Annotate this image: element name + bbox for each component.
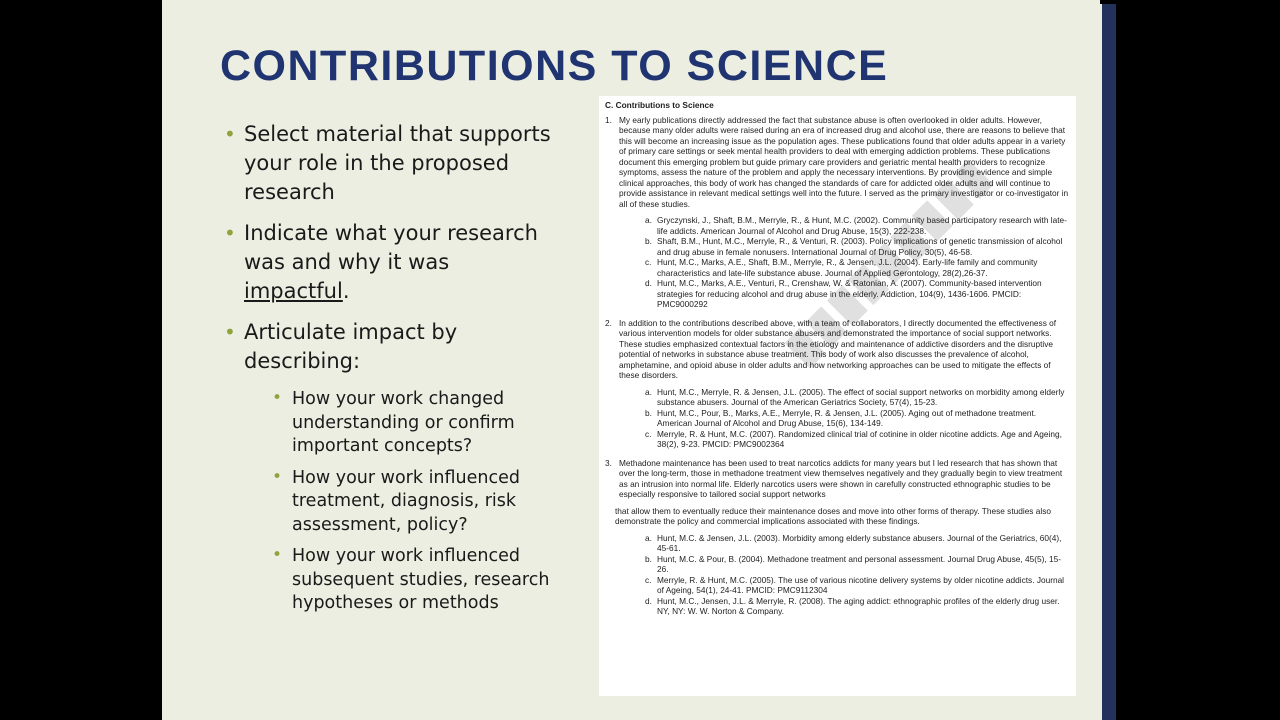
slide: [162, 0, 1100, 720]
reference-list: [647, 533, 1070, 617]
accent-bar: [1100, 4, 1116, 720]
document-section: [605, 318, 1070, 381]
bullet-icon: •: [272, 545, 283, 565]
bullet-icon: •: [272, 388, 283, 408]
reference-letter: c.: [645, 257, 652, 267]
reference-text: Gryczynski, J., Shaft, B.M., Merryle, R., & Hunt, M.C. (2002). Community based participatory research with late-life addicts. American Journal of Alcohol and Drug Abuse, 15(3), 222-238.: [657, 215, 1067, 236]
reference-text: Hunt, M.C., Marks, A.E., Shaft, B.M., Merryle, R., & Jensen, J.L. (2004). Early-life family and community characteristics and late-life substance abuse. Journal of Applied Gerontology, 28(2),26-37.: [657, 257, 1038, 278]
reference-text: Shaft, B.M., Hunt, M.C., Merryle, R., & Venturi, R. (2003). Policy implications of genetic transmission of alcohol and drug abuse in female nonusers. International Journal of Drug Policy, 30(5), 46-58.: [657, 236, 1063, 257]
reference-item: [647, 278, 1070, 310]
document-excerpt: [599, 96, 1076, 696]
section-text: that allow them to eventually reduce their maintenance doses and move into other forms of therapy. These studies also demonstrate the policy and commercial implications associated with these findings.: [615, 505, 1051, 526]
reference-text: Hunt, M.C., Jensen, J.L. & Merryle, R. (2008). The aging addict: ethnographic profiles of the elderly drug user. NY, NY: W. W. Norton & Company.: [657, 595, 1060, 616]
sub-bullet-item: [272, 467, 554, 538]
reference-text: Hunt, M.C. & Pour, B. (2004). Methadone treatment and personal assessment. Journal Drug Abuse, 45(5), 15-26.: [657, 553, 1061, 574]
document-section: [605, 458, 1070, 500]
sub-bullet-text: How your work influenced subsequent studies, research hypotheses or methods: [292, 546, 550, 613]
section-number: 2.: [605, 317, 612, 328]
sub-bullet-text: How your work changed understanding or confirm important concepts?: [292, 389, 515, 456]
bullet-icon: •: [224, 122, 236, 146]
bullet-text-end: .: [342, 279, 350, 303]
bullet-icon: •: [272, 466, 283, 487]
reference-letter: a.: [645, 386, 652, 397]
reference-letter: d.: [645, 278, 652, 288]
reference-letter: a.: [645, 215, 652, 225]
bullet-underlined-text: impactful: [244, 279, 343, 303]
reference-item: [647, 257, 1070, 278]
section-number: 1.: [605, 114, 612, 125]
reference-text: Hunt, M.C., Marks, A.E., Venturi, R., Crenshaw, W. & Ratonian, A. (2007). Community-based intervention strategies for reducing alcohol and drug abuse in the elderly. Addiction, 104(9), 1436-1606. PMCID: PMC9000292: [657, 278, 1042, 309]
reference-item: [647, 596, 1070, 617]
reference-letter: c.: [645, 574, 652, 585]
reference-letter: b.: [645, 407, 652, 418]
section-number: 3.: [605, 457, 612, 468]
reference-item: [647, 408, 1070, 429]
reference-item: [647, 429, 1070, 450]
bullet-item: [224, 120, 554, 207]
reference-text: Hunt, M.C., Merryle, R. & Jensen, J.L. (2005). The effect of social support networks on morbidity among elderly substance abusers. Journal of the American Geriatrics Society, 57(4), 15-23.: [657, 386, 1065, 407]
reference-text: Merryle, R. & Hunt, M.C. (2007). Randomized clinical trial of cotinine in older nicotine addicts. Age and Ageing, 38(2), 9-23. PMCID: PMC9002364: [657, 428, 1062, 449]
slide-title: CONTRIBUTIONS TO SCIENCE: [220, 42, 889, 90]
bullet-icon: •: [224, 221, 236, 245]
reference-item: [647, 575, 1070, 596]
reference-letter: b.: [645, 553, 652, 564]
bullet-text: Select material that supports your role in the proposed research: [244, 122, 551, 204]
sub-bullet-text: How your work influenced treatment, diagnosis, risk assessment, policy?: [292, 467, 520, 535]
reference-list: [647, 387, 1070, 450]
document-heading: C. Contributions to Science: [605, 100, 714, 110]
reference-item: [647, 533, 1070, 554]
reference-item: [647, 236, 1070, 257]
bullet-text: Indicate what your research was and why it was: [244, 221, 538, 274]
document-section-continuation: [605, 506, 1070, 527]
bullet-list: [224, 120, 554, 624]
reference-text: Hunt, M.C., Pour, B., Marks, A.E., Merryle, R. & Jensen, J.L. (2005). Aging out of methadone treatment. American Journal of Alcohol and Drug Abuse, 15(6), 134-149.: [657, 407, 1037, 428]
reference-text: Hunt, M.C. & Jensen, J.L. (2003). Morbidity among elderly substance abusers. Journal of the Geriatrics, 60(4), 45-61.: [657, 532, 1062, 553]
section-text: Methadone maintenance has been used to treat narcotics addicts for many years but I led research that has shown that over the long-term, those in methadone treatment view themselves negatively and they gradually begin to view treatment as an intrusion into normal life. Elderly narcotics users were shown in carefully constructed ethnographic studies to be especially responsive to tailored social support networks: [619, 457, 1063, 499]
section-text: My early publications directly addressed the fact that substance abuse is often overlooked in older adults. However, because many older adults were raised during an era of increased drug and alcohol use, there are reasons to believe that this will become an increasing issue as the population ages. These publications found that older adults appear in a variety of primary care settings or seek mental health providers to deal with emerging addiction problems. These publications document this emerging problem but guide primary care providers and geriatric mental health providers to recognize symptoms, assess the nature of the problem and apply the necessary interventions. By providing evidence and simple clinical approaches, this body of work has changed the standards of care for addicted older adults and will continue to provide assistance in relevant medical settings well into the future. I served as the primary investigator or co-investigator in all of these studies.: [619, 114, 1069, 209]
reference-item: [647, 215, 1070, 236]
bullet-text: Articulate impact by describing:: [244, 320, 458, 373]
section-text: In addition to the contributions described above, with a team of collaborators, I directly documented the effectiveness of various intervention models for older substance abusers and demonstrated the importance of social support networks. These studies emphasized contextual factors in the etiology and maintenance of addictive disorders and the disruptive potential of networks in substance abuse treatment. This body of work also discusses the prevalence of alcohol, amphetamine, and opioid abuse in older adults and how networking approaches can be used to mitigate the effects of these disorders.: [619, 317, 1057, 380]
reference-list: [647, 215, 1070, 310]
reference-item: [647, 554, 1070, 575]
document-section: [605, 115, 1070, 210]
reference-item: [647, 387, 1070, 408]
reference-letter: c.: [645, 428, 652, 439]
bullet-icon: •: [224, 320, 236, 344]
bullet-item: [224, 318, 554, 376]
reference-letter: a.: [645, 532, 652, 543]
sub-bullet-item: [272, 545, 554, 616]
bullet-item: [224, 219, 554, 306]
reference-text: Merryle, R. & Hunt, M.C. (2005). The use of various nicotine delivery systems by older nicotine addicts. Journal of Ageing, 54(1), 24-41. PMCID: PMC9112304: [657, 574, 1065, 595]
reference-letter: d.: [645, 595, 652, 606]
reference-letter: b.: [645, 236, 652, 246]
sub-bullet-item: [272, 388, 554, 459]
